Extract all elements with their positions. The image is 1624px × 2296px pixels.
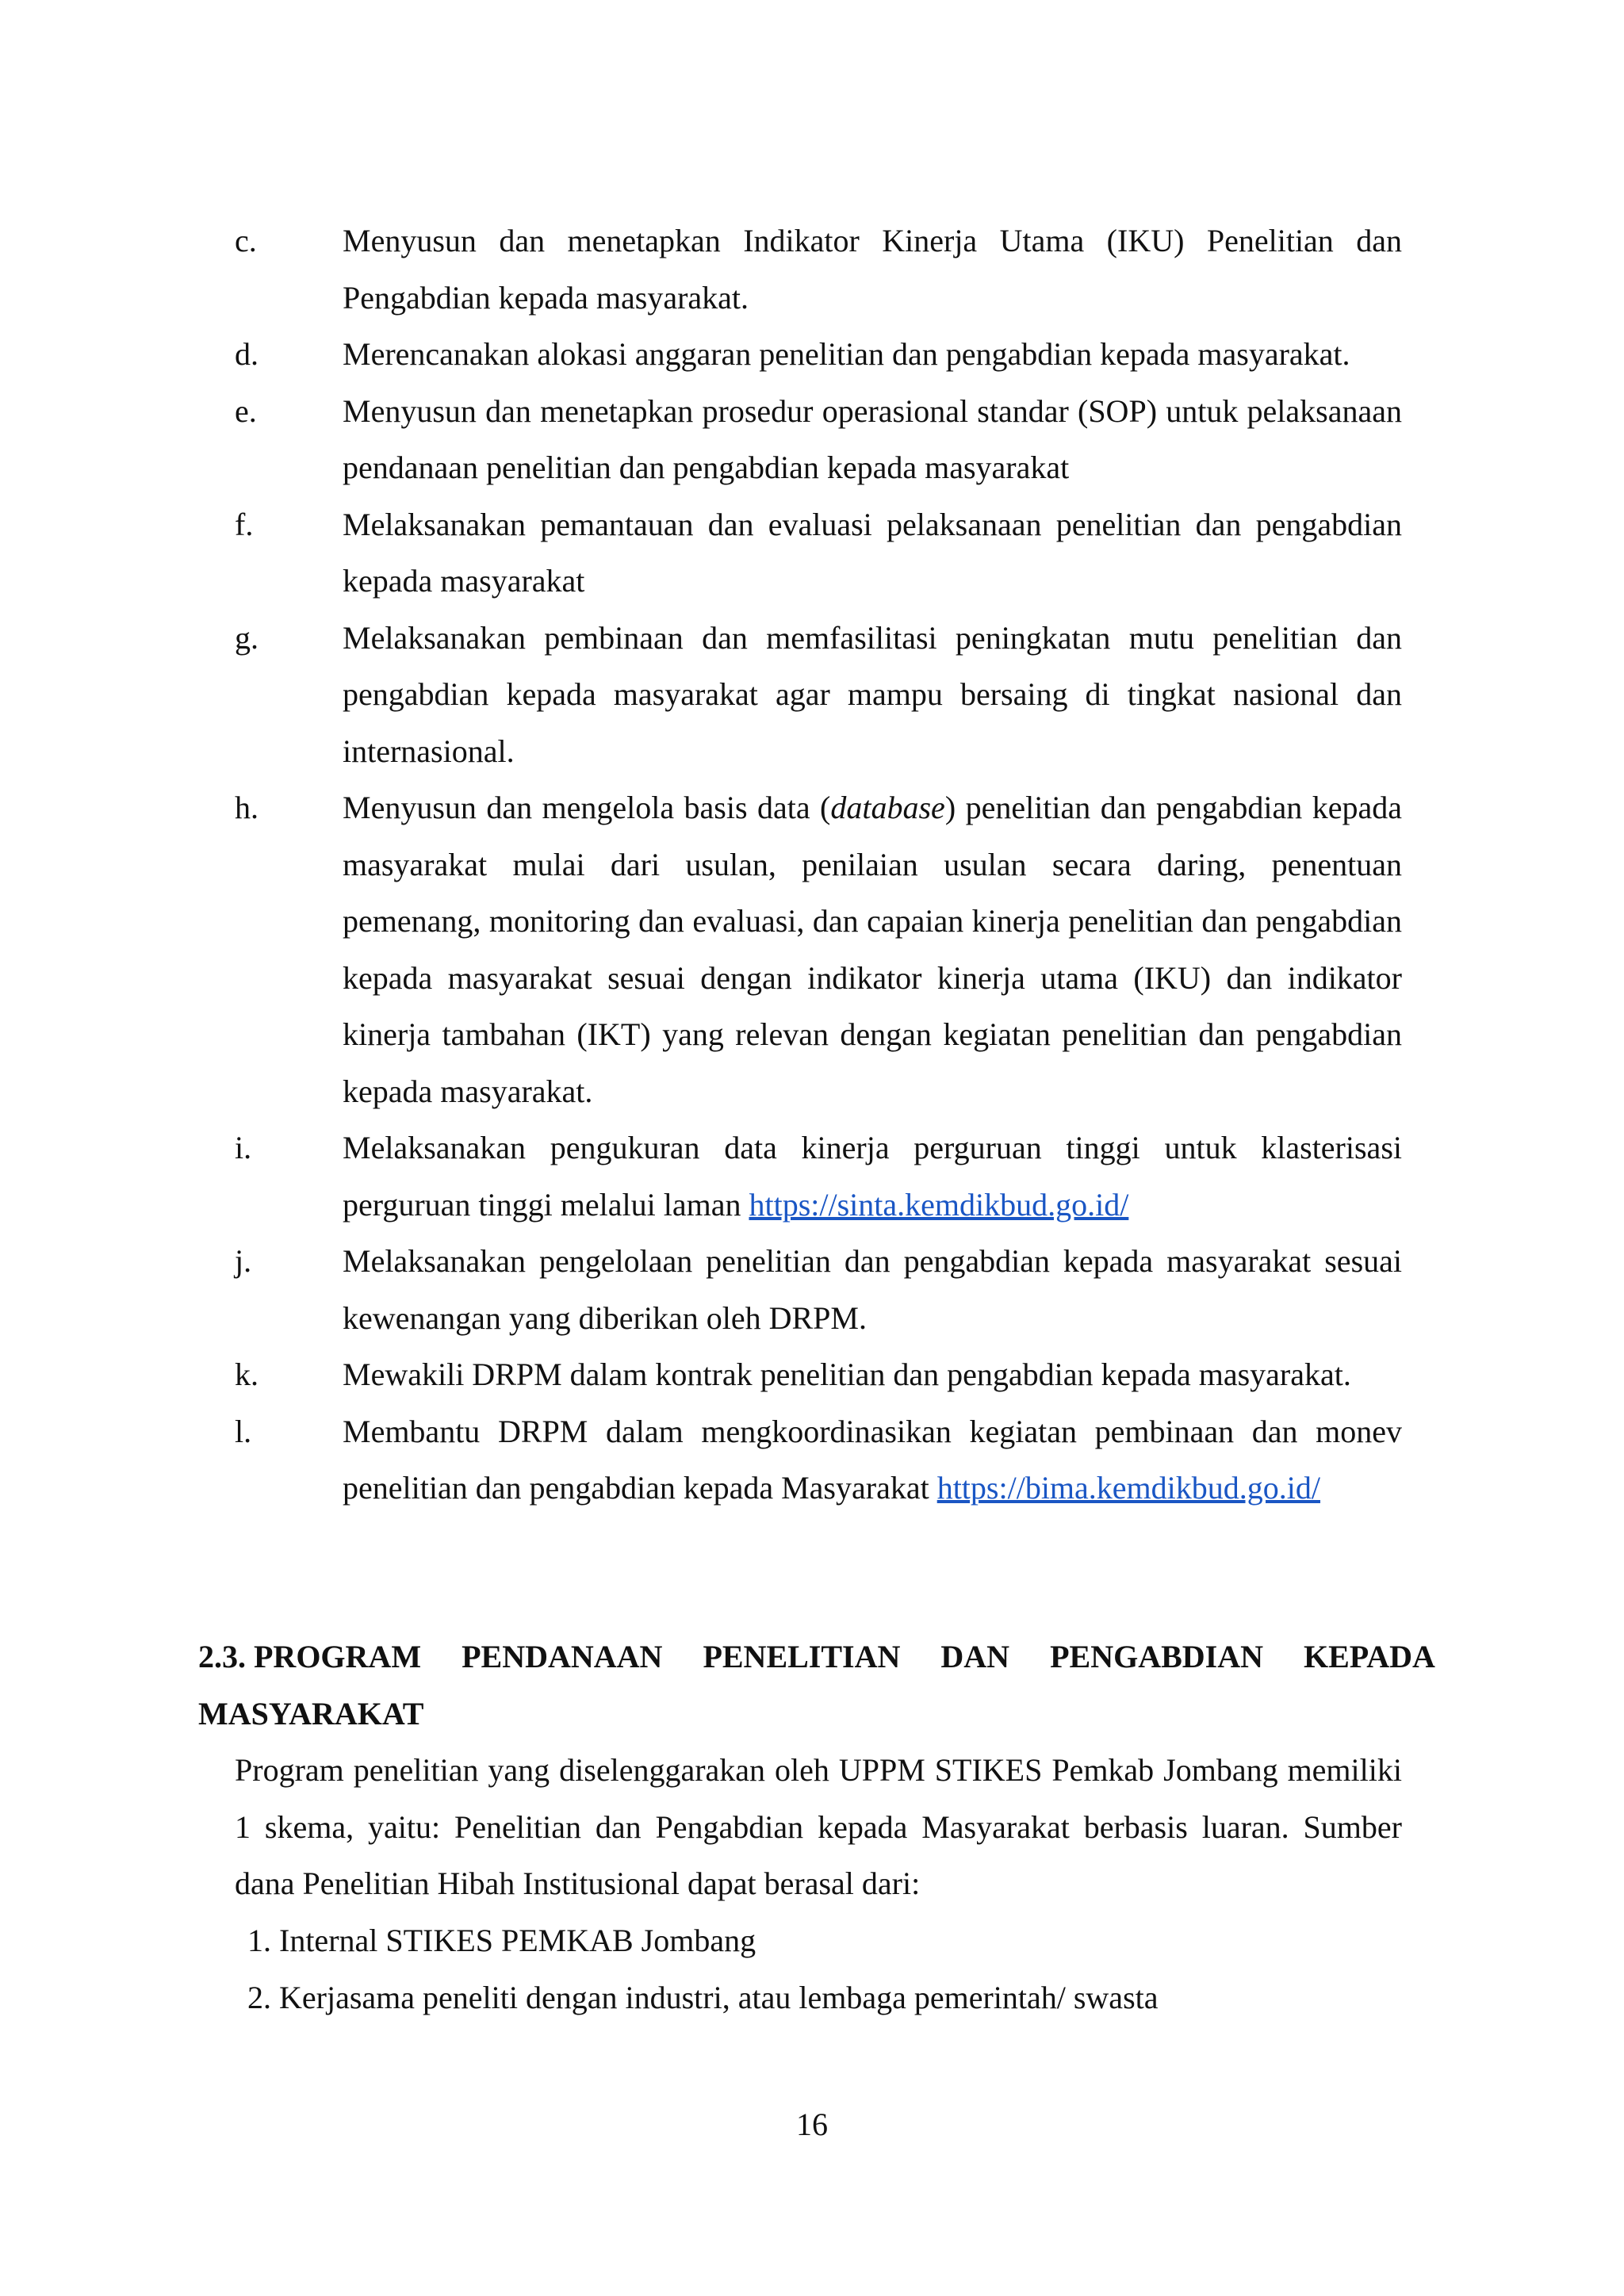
task-list (235, 212, 1402, 1517)
list-item (235, 1403, 1402, 1517)
list-item (235, 383, 1402, 496)
list-marker: h. (235, 790, 259, 825)
list-marker: g. (235, 619, 259, 656)
heading-word: KEPADA (1304, 1639, 1435, 1674)
list-marker: c. (235, 223, 257, 258)
list-item (235, 779, 1402, 1119)
list-item-text-part: ) penelitian dan pengabdian kepada masyarakat mulai dari usulan, penilaian usulan secara daring, penentuan pemenang, monitoring dan evaluasi, dan capaian kinerja penelitian dan pengabdian kepada masyarakat sesuai dengan indikator kinerja utama (IKU) dan indikator kinerja tambahan (IKT) yang relevan dengan kegiatan penelitian dan pengabdian kepada masyarakat. (343, 790, 1402, 1109)
list-item (235, 1233, 1402, 1346)
list-marker: l. (235, 1413, 252, 1449)
section-heading-line-1 (198, 1628, 1435, 1686)
heading-word: PENDANAAN (462, 1639, 663, 1674)
list-item-text: Melaksanakan pengelolaan penelitian dan pengabdian kepada masyarakat sesuai kewenangan yang diberikan oleh DRPM. (343, 1243, 1402, 1336)
list-item (235, 1346, 1402, 1403)
list-item-text: Melaksanakan pemantauan dan evaluasi pelaksanaan penelitian dan pengabdian kepada masyarakat (343, 506, 1402, 599)
list-item-text-part: Membantu DRPM dalam mengkoordinasikan kegiatan pembinaan dan monev penelitian dan pengabdian kepada Masyarakat (343, 1413, 1402, 1506)
list-marker: d. (235, 336, 259, 372)
funding-source-list (247, 1912, 1159, 2026)
bima-link[interactable]: https://bima.kemdikbud.go.id/ (936, 1470, 1321, 1506)
list-item (235, 212, 1402, 326)
list-marker: k. (235, 1357, 259, 1392)
italic-term: database (830, 790, 945, 825)
list-item-text (343, 1119, 1402, 1233)
sinta-link[interactable]: https://sinta.kemdikbud.go.id/ (749, 1186, 1129, 1223)
list-marker: j. (235, 1243, 252, 1279)
numbered-item: 1. Internal STIKES PEMKAB Jombang (247, 1923, 756, 1958)
list-item-text-part: Melaksanakan pengukuran data kinerja perguruan tinggi untuk klasterisasi perguruan tinggi melalui laman (343, 1130, 1402, 1223)
list-item-text: Menyusun dan menetapkan prosedur operasional standar (SOP) untuk pelaksanaan pendanaan penelitian dan pengabdian kepada masyarakat (343, 392, 1402, 485)
list-item (235, 610, 1402, 780)
list-marker: e. (235, 392, 257, 429)
page-number: 16 (796, 2107, 828, 2142)
heading-word: 2.3. PROGRAM (198, 1639, 422, 1674)
section-heading-line-2: MASYARAKAT (198, 1695, 424, 1732)
section-paragraph: Program penelitian yang diselenggarakan oleh UPPM STIKES Pemkab Jombang memiliki 1 skema, yaitu: Penelitian dan Pengabdian kepada Masyarakat berbasis luaran. Sumber dana Penelitian Hibah Institusional dapat berasal dari: (235, 1752, 1402, 1901)
list-item-text: Mewakili DRPM dalam kontrak penelitian dan pengabdian kepada masyarakat. (343, 1357, 1351, 1392)
heading-word: DAN (940, 1639, 1010, 1674)
heading-word: PENELITIAN (703, 1639, 901, 1674)
list-item-text-part: Menyusun dan mengelola basis data ( (343, 790, 831, 825)
list-item-text: Menyusun dan menetapkan Indikator Kinerja Utama (IKU) Penelitian dan Pengabdian kepada masyarakat. (343, 223, 1402, 316)
list-marker: f. (235, 506, 254, 542)
numbered-item: 2. Kerjasama peneliti dengan industri, atau lembaga pemerintah/ swasta (247, 1979, 1159, 2015)
list-item-text (343, 779, 1402, 1119)
list-item-text: Melaksanakan pembinaan dan memfasilitasi peningkatan mutu penelitian dan pengabdian kepada masyarakat agar mampu bersaing di tingkat nasional dan internasional. (343, 619, 1402, 769)
list-item (235, 1119, 1402, 1233)
section-heading (198, 1628, 1435, 1742)
list-item (235, 326, 1402, 383)
heading-word: PENGABDIAN (1050, 1639, 1263, 1674)
list-item (235, 496, 1402, 610)
list-marker: i. (235, 1130, 252, 1165)
list-item-text (343, 1403, 1402, 1517)
list-item-text: Merencanakan alokasi anggaran penelitian dan pengabdian kepada masyarakat. (343, 336, 1350, 372)
